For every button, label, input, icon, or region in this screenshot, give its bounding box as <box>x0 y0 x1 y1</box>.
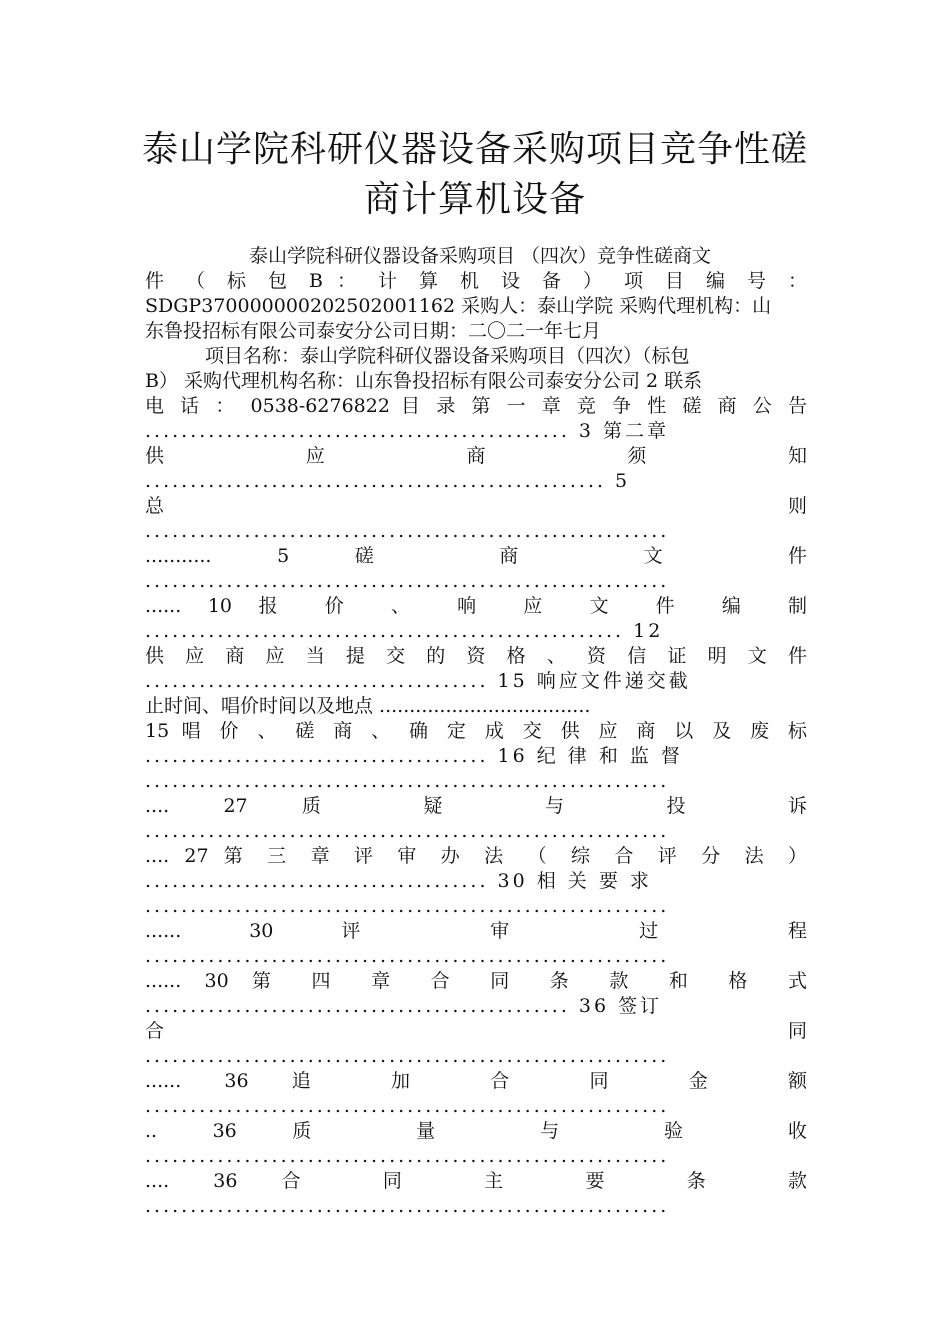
toc-line: .......................................................... <box>145 895 670 917</box>
toc-line: .... 27 第 三 章 评 审 办 法 （ 综 合 评 分 法 ） <box>145 845 807 867</box>
toc-line: .......................................................... <box>145 820 670 842</box>
toc-line: .......................................................... <box>145 1095 670 1117</box>
document-title-line-1: 泰山学院科研仪器设备采购项目竞争性磋 <box>141 129 808 170</box>
toc-line: 供 应 商 应 当 提 交 的 资 格 、 资 信 证 明 文 件 <box>145 645 807 667</box>
text-line: 件 （ 标 包 B ： 计 算 机 设 备 ） 项 目 编 号 ： <box>145 270 807 292</box>
toc-line: .......................................................... <box>145 770 670 792</box>
toc-line: .......................................................... <box>145 570 670 592</box>
toc-line: .......................................................... <box>145 1195 670 1217</box>
toc-line: ............................................... 3 第二章 <box>145 420 670 442</box>
text-line: 泰山学院科研仪器设备采购项目 （四次）竞争性磋商文 <box>249 245 712 267</box>
toc-line: ...... 30 第 四 章 合 同 条 款 和 格 式 <box>145 970 807 992</box>
toc-line: 15 唱 价 、 磋 商 、 确 定 成 交 供 应 商 以 及 废 标 <box>145 720 807 742</box>
toc-line: .......................................................... <box>145 1145 670 1167</box>
text-line: B） 采购代理机构名称：山东鲁投招标有限公司泰安分公司 2 联系 <box>145 370 703 392</box>
document-body <box>145 244 807 1219</box>
toc-line: 电 话 ： 0538-6276822 目 录 第 一 章 竞 争 性 磋 商 公 告 <box>145 395 807 417</box>
toc-line: 总 则 <box>145 495 807 517</box>
toc-line: ...................................... 30 相 关 要 求 <box>145 870 652 892</box>
toc-line: ................................................... 5 <box>145 470 631 492</box>
toc-line: 止时间、唱价时间以及地点 ................................... <box>145 695 591 717</box>
toc-line: .... 27 质 疑 与 投 诉 <box>145 795 807 817</box>
toc-line: .... 36 合 同 主 要 条 款 <box>145 1170 807 1192</box>
document-title-line-2: 商计算机设备 <box>363 179 586 220</box>
toc-line: ...................................... 15 响应文件递交截 <box>145 670 691 692</box>
text-line: 东鲁投招标有限公司泰安分公司日期：二〇二一年七月 <box>145 320 602 342</box>
toc-line: ..................................................... 12 <box>145 620 664 642</box>
toc-line: ...................................... 16 纪 律 和 监 督 <box>145 745 683 767</box>
text-line: SDGP370000000202502001162 采购人：泰山学院 采购代理机构：山 <box>145 295 772 317</box>
text-line: 项目名称：泰山学院科研仪器设备采购项目（四次）（标包 <box>205 345 690 367</box>
toc-line: .. 36 质 量 与 验 收 <box>145 1120 807 1142</box>
toc-line: 合 同 <box>145 1020 807 1042</box>
toc-line: .......................................................... <box>145 1045 670 1067</box>
toc-line: ............................................... 36 签订 <box>145 995 663 1017</box>
toc-line: ........... 5 磋 商 文 件 <box>145 545 807 567</box>
toc-line: ...... 36 追 加 合 同 金 额 <box>145 1070 807 1092</box>
toc-line: .......................................................... <box>145 520 670 542</box>
toc-line: ...... 10 报 价 、 响 应 文 件 编 制 <box>145 595 807 617</box>
toc-line: 供 应 商 须 知 <box>145 445 807 467</box>
toc-line: .......................................................... <box>145 945 670 967</box>
toc-line: ...... 30 评 审 过 程 <box>145 920 807 942</box>
